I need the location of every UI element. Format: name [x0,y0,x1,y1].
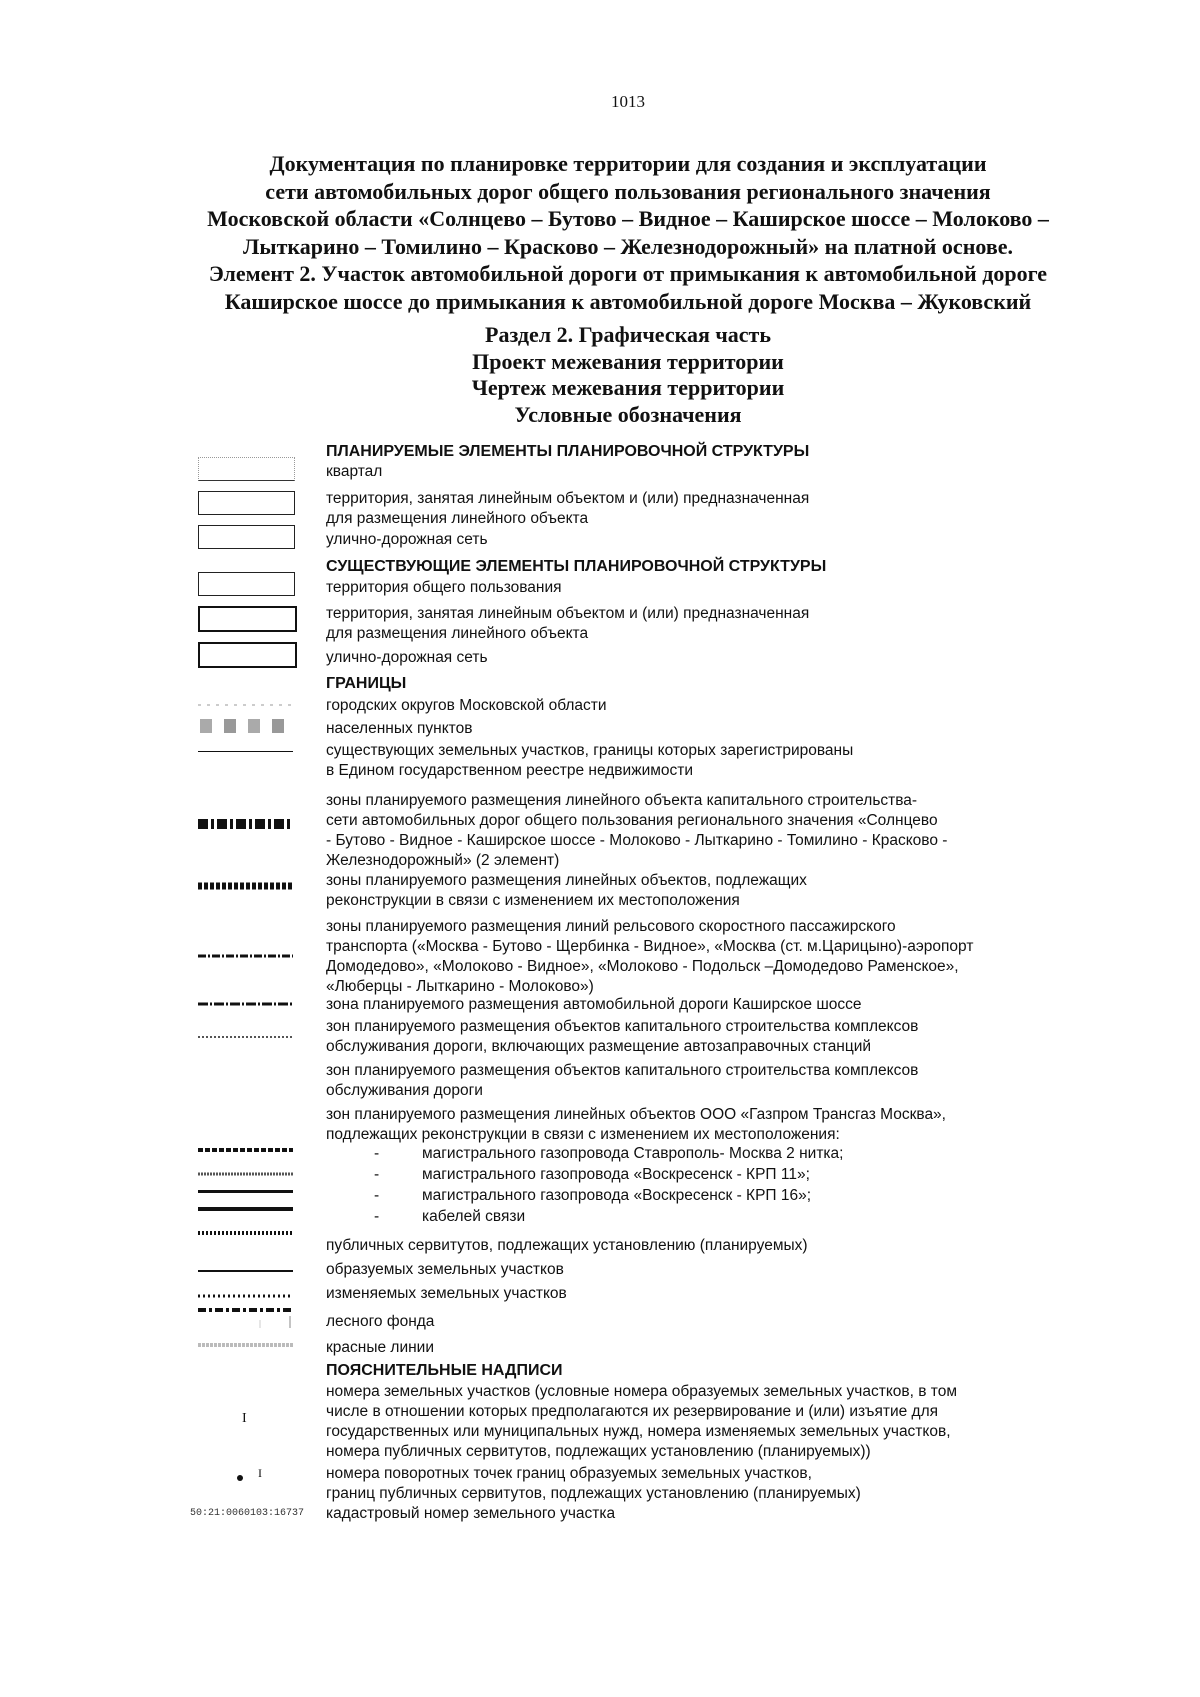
district-border-symbol [198,698,293,712]
legend-text: номера земельных участков (условные номера образуемых земельных участков, в том [326,1383,957,1400]
reconstruction-zone-symbol [198,881,293,891]
legend-text: улично-дорожная сеть [326,649,488,666]
existing-linear-symbol [198,606,297,632]
legend-text: зон планируемого размещения объектов капитального строительства комплексов [326,1062,919,1079]
section-line: Раздел 2. Графическая часть [485,322,771,347]
public-servitude-symbol [198,1230,293,1236]
notes-header: ПОЯСНИТЕЛЬНЫЕ НАДПИСИ [326,1362,563,1379]
dash-bullet: - [374,1187,380,1204]
gas-item: магистрального газопровода Ставрополь- Москва 2 нитка; [422,1145,844,1162]
planned-elements-header: ПЛАНИРУЕМЫЕ ЭЛЕМЕНТЫ ПЛАНИРОВОЧНОЙ СТРУКТУРЫ [326,443,810,460]
legend-text: числе в отношении которых предполагаются их резервирование и (или) изъятие для [326,1403,939,1420]
gas-item: магистрального газопровода «Воскресенск - КРП 16»; [422,1187,812,1204]
gas-item: кабелей связи [422,1208,526,1225]
legend-text: зон планируемого размещения линейных объектов ООО «Газпром Трансгаз Москва», [326,1106,946,1123]
legend-text: сети автомобильных дорог общего пользования регионального значения «Солнцево [326,812,938,829]
title-line: сети автомобильных дорог общего пользования регионального значения [265,178,991,204]
legend-text: номера публичных сервитутов, подлежащих установлению (планируемых)) [326,1443,871,1460]
service-fuel-zone-symbol [198,1034,293,1040]
turn-point-marker: I [258,1466,262,1480]
title-line: Элемент 2. Участок автомобильной дороги от примыкания к автомобильной дороге [208,261,1048,286]
legend-text: красные линии [326,1339,434,1356]
title-line: Лыткарино – Томилино – Красково – Железнодорожный» на платной основе. [243,233,1013,259]
legend-text: реконструкции в связи с изменением их местоположения [326,892,740,909]
section-line: Чертеж межевания территории [471,375,785,400]
legend-text: населенных пунктов [326,720,473,737]
legend-text: обслуживания дороги [326,1082,483,1099]
road-zone-symbol [198,817,293,831]
title-line: Московской области «Солнцево – Бутово – Видное – Каширское шоссе – Молоково – [207,206,1049,231]
legend-text: - Бутово - Видное - Каширское шоссе - Молоково - Лыткарино - Томилино - Красково - [326,832,948,849]
rail-zone-symbol [198,953,293,959]
legend-text: лесного фонда [326,1313,435,1330]
legend-text: подлежащих реконструкции в связи с изменением их местоположения: [326,1126,840,1143]
block-symbol [198,457,295,481]
legend-text: Домодедово», «Молоково - Видное», «Молоково - Подольск –Домодедово Раменское», [326,958,959,975]
legend-text: зона планируемого размещения автомобильной дороги Каширское шоссе [326,996,862,1013]
existing-public-symbol [198,572,295,596]
kashirskoe-zone-symbol [198,1001,293,1007]
borders-header: ГРАНИЦЫ [326,675,407,692]
gas-item: магистрального газопровода «Воскресенск - КРП 11»; [422,1166,810,1183]
legend-text: территория, занятая линейным объектом и (или) предназначенная [326,490,810,507]
legend-text: номера поворотных точек границ образуемых земельных участков, [326,1465,812,1482]
legend-text: изменяемых земельных участков [326,1285,567,1302]
title-line: Документация по планировке территории для создания и эксплуатации [269,151,987,176]
legend-text-block: квартал [326,463,383,480]
dash-bullet: - [374,1208,380,1225]
legend-text: публичных сервитутов, подлежащих установлению (планируемых) [326,1237,808,1254]
legend-text: территория общего пользования [326,579,562,596]
gas-pipeline-3-symbol [198,1190,293,1193]
existing-elements-header: СУЩЕСТВУЮЩИЕ ЭЛЕМЕНТЫ ПЛАНИРОВОЧНОЙ СТРУКТУРЫ [326,558,827,575]
existing-street-symbol [198,642,297,668]
changed-plot-symbol [198,1293,293,1299]
legend-text: Железнодорожный» (2 элемент) [326,852,560,869]
dash-bullet: - [374,1166,380,1183]
legend-text: зоны планируемого размещения линейного объекта капитального строительства- [326,792,918,809]
legend-text: обслуживания дороги, включающих размещение автозаправочных станций [326,1038,872,1055]
legend-text: для размещения линейного объекта [326,625,589,642]
legend-text: территория, занятая линейным объектом и (или) предназначенная [326,605,810,622]
settlement-border-symbol [198,718,293,734]
legend-text: границ публичных сервитутов, подлежащих установлению (планируемых) [326,1485,861,1502]
legend-text: городских округов Московской области [326,697,607,714]
dash-bullet: - [374,1145,380,1162]
title-line: Каширское шоссе до примыкания к автомобильной дороге Москва – Жуковский [224,288,1032,314]
formed-plot-symbol [198,1270,293,1272]
legend-text: образуемых земельных участков [326,1261,564,1278]
legend-text: «Люберцы - Лыткарино - Молоково») [326,978,594,995]
legend-text: зоны планируемого размещения линий рельсового скоростного пассажирского [326,918,896,935]
legend-text: в Едином государственном реестре недвижимости [326,762,694,779]
section-line: Проект межевания территории [472,348,784,374]
legend-text: зон планируемого размещения объектов капитального строительства комплексов [326,1018,919,1035]
legend-text: транспорта («Москва - Бутово - Щербинка - Видное», «Москва (ст. м.Царицыно)-аэропорт [326,938,974,955]
legend-text: улично-дорожная сеть [326,531,488,548]
cable-symbol [198,1207,293,1211]
gas-pipeline-2-symbol [198,1171,293,1177]
page-number: 1013 [611,92,645,111]
gas-pipeline-1-symbol [198,1147,293,1153]
red-line-symbol [198,1341,293,1349]
planned-street-symbol [198,525,295,549]
forest-symbol [198,1306,293,1330]
plot-number-marker: I [242,1411,247,1426]
legend-text: для размещения линейного объекта [326,510,589,527]
legend-text: зоны планируемого размещения линейных объектов, подлежащих [326,872,807,889]
legend-text: государственных или муниципальных нужд, номера изменяемых земельных участков, [326,1423,951,1440]
legend-text: существующих земельных участков, границы которых зарегистрированы [326,742,854,759]
legend-title: Условные обозначения [514,401,742,427]
legend-text: кадастровый номер земельного участка [326,1505,616,1522]
cadastral-number-sample: 50:21:0060103:16737 [190,1508,305,1519]
planned-linear-symbol [198,491,295,515]
turn-point-dot-icon [236,1474,244,1482]
registered-plot-border-symbol [198,751,293,752]
